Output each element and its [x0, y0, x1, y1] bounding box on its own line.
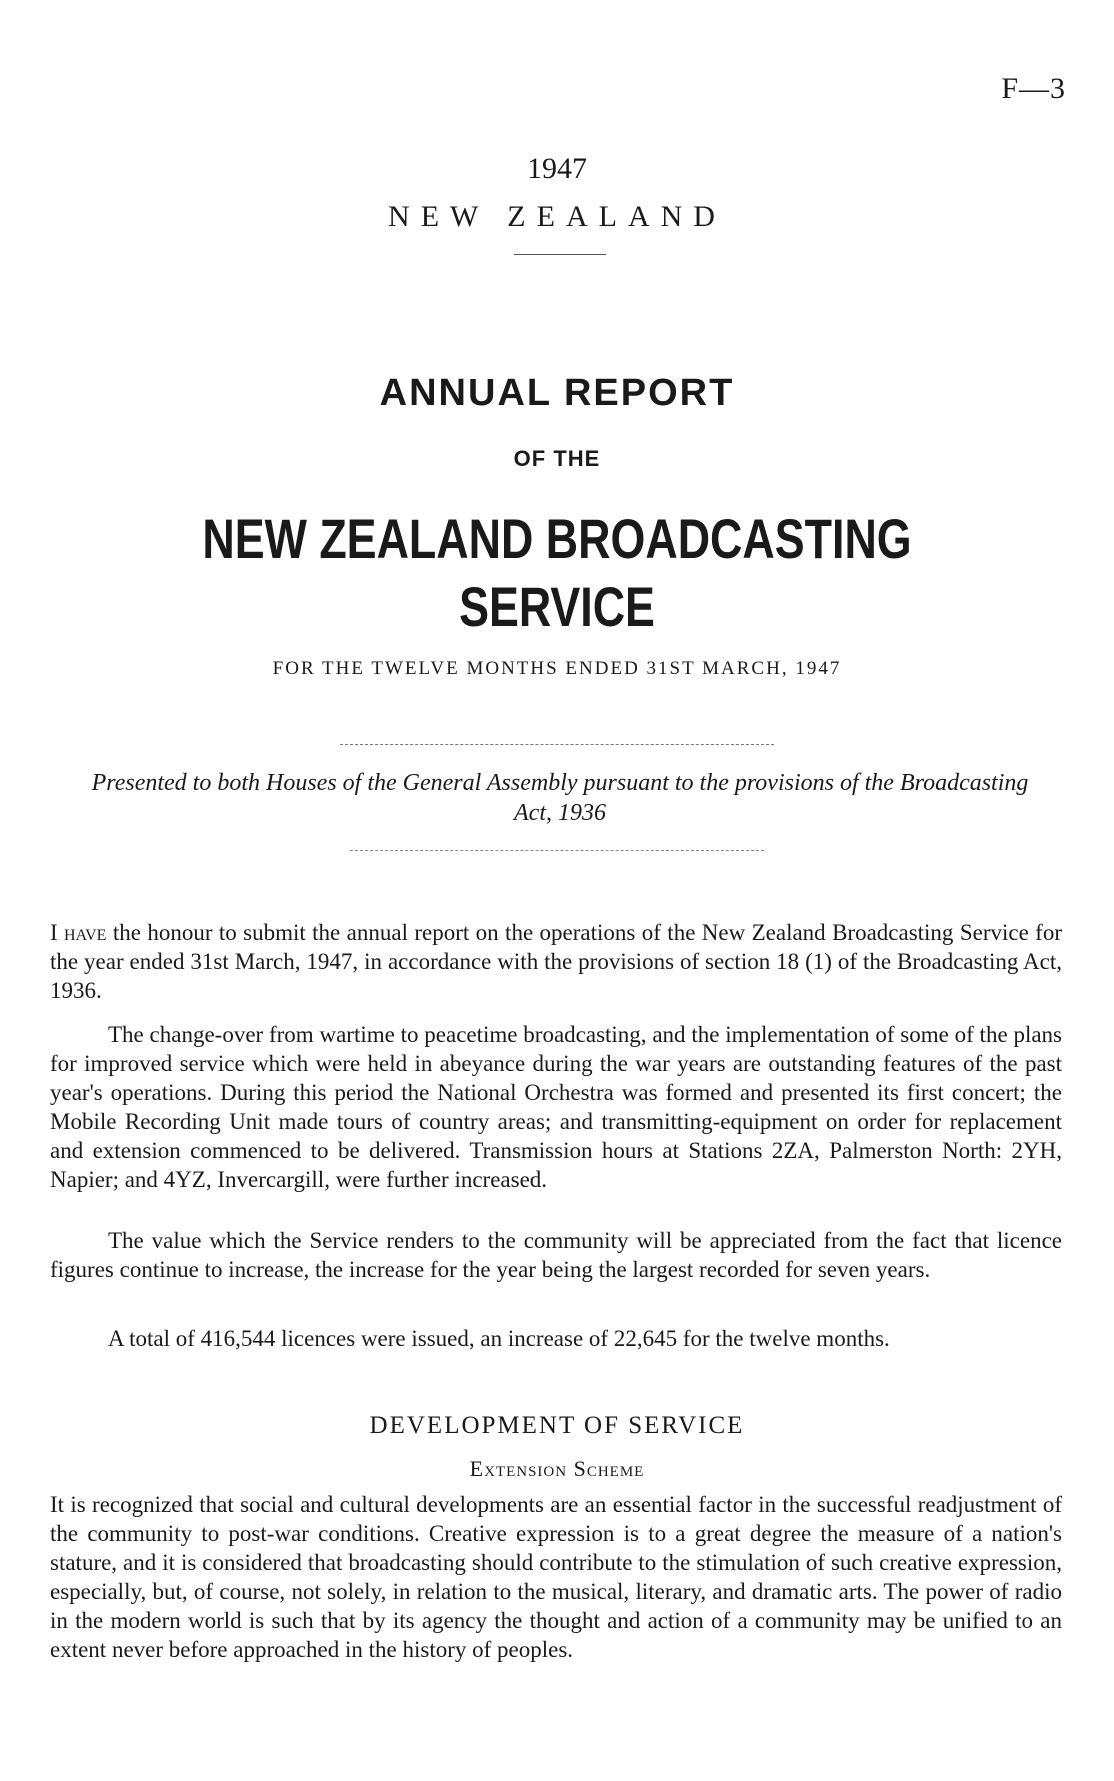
divider-rule — [350, 850, 764, 851]
title-line-of-the: OF THE — [513, 446, 601, 471]
paragraph-changeover — [50, 1020, 1062, 1194]
divider-rule — [340, 744, 774, 745]
paragraph-lead-words: I have — [50, 920, 107, 945]
section-heading-development: DEVELOPMENT OF SERVICE — [369, 1412, 745, 1439]
title-line-annual-report: ANNUAL REPORT — [379, 372, 735, 414]
paragraph-licence-value — [50, 1226, 1062, 1284]
paragraph-text: the honour to submit the annual report on the operations of the New Zealand Broadcasting Service for the year ended 31st March, 1947, in accordance with the provisions of section 18 (1) of the Broadcasting Act, 1936. — [50, 920, 1062, 1003]
country-heading: NEW ZEALAND — [388, 200, 726, 233]
report-period-subtitle: FOR THE TWELVE MONTHS ENDED 31ST MARCH, 1947 — [272, 658, 842, 679]
paragraph-intro — [50, 918, 1062, 1005]
divider-rule — [514, 254, 606, 255]
subsection-heading-extension: Extension Scheme — [469, 1456, 645, 1481]
title-line-broadcasting: NEW ZEALAND BROADCASTING — [202, 507, 912, 570]
paragraph-text: The change-over from wartime to peacetime broadcasting, and the implementation of some of the plans for improved service which were held in abeyance during the war years are outstanding features of the past year's operations. During this period the National Orchestra was formed and presented its first concert; the Mobile Recording Unit made tours of country areas; and transmitting-equipment on order for replacement and extension commenced to be delivered. Transmission hours at Stations 2ZA, Palmerston North: 2YH, Napier; and 4YZ, Invercargill, were further increased. — [50, 1022, 1062, 1192]
presented-note: Presented to both Houses of the General Assembly pursuant to the provisions of the Broadcasting Act, 1936 — [91, 770, 1029, 826]
page-reference: F—3 — [1001, 72, 1066, 105]
paragraph-licence-total — [50, 1324, 1062, 1353]
publication-year: 1947 — [527, 152, 587, 185]
title-organisation — [111, 505, 1002, 641]
paragraph-extension-scheme — [50, 1490, 1062, 1664]
paragraph-text: The value which the Service renders to the community will be appreciated from the fact that licence figures continue to increase, the increase for the year being the largest recorded for seven years. — [50, 1228, 1062, 1282]
paragraph-text: A total of 416,544 licences were issued, an increase of 22,645 for the twelve months. — [108, 1326, 890, 1351]
title-line-service: SERVICE — [459, 575, 655, 638]
paragraph-text: It is recognized that social and cultural developments are an essential factor in the successful readjustment of the community to post-war conditions. Creative expression is to a great degree the measure of a nation's stature, and it is considered that broadcasting should contribute to the stimulation of such creative expression, especially, but, of course, not solely, in relation to the musical, literary, and dramatic arts. The power of radio in the modern world is such that by its agency the thought and action of a community may be unified to an extent never before approached in the history of peoples. — [50, 1492, 1062, 1662]
